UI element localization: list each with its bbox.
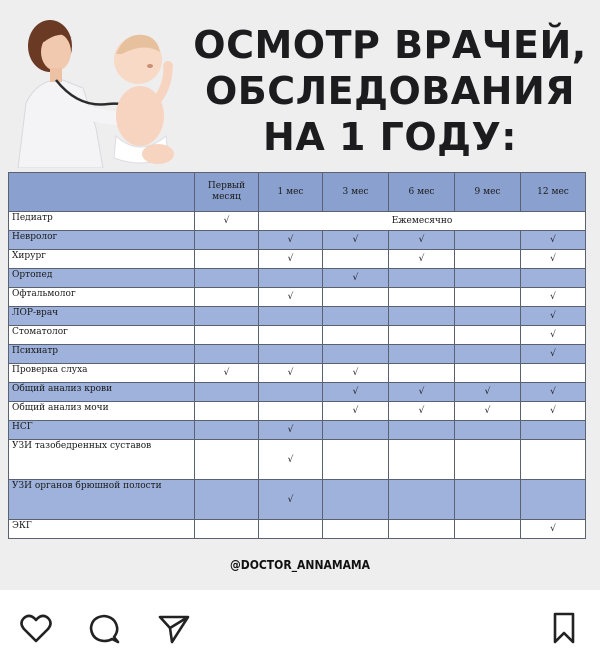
row-label: УЗИ органов брюшной полости [9,480,195,520]
check-cell [521,480,586,520]
monthly-note: Ежемесячно [259,212,586,231]
check-cell [455,480,521,520]
check-cell: √ [521,345,586,364]
check-cell [323,345,389,364]
check-cell [389,345,455,364]
column-header: 6 мес [389,173,455,212]
column-header: 9 мес [455,173,521,212]
table-row [9,326,586,345]
row-label: НСГ [9,421,195,440]
author-handle: @DOCTOR_ANNAMAMA [229,558,371,572]
column-header: 1 мес [259,173,323,212]
row-label: Педиатр [9,212,195,231]
check-cell: √ [389,383,455,402]
table-row [9,520,586,539]
check-cell [521,440,586,480]
check-cell: √ [323,383,389,402]
check-cell: √ [389,250,455,269]
row-label: ЛОР-врач [9,307,195,326]
checkup-schedule-table [8,172,586,539]
comment-icon[interactable] [88,613,120,645]
table-row [9,383,586,402]
table-row [9,364,586,383]
check-cell [389,480,455,520]
row-label: Проверка слуха [9,364,195,383]
check-cell [195,231,259,250]
row-label: Невролог [9,231,195,250]
headline-line-1: ОСМОТР ВРАЧЕЙ, [193,23,587,67]
column-header: Первый месяц [195,173,259,212]
check-cell [259,383,323,402]
check-cell: √ [259,288,323,307]
check-cell [455,520,521,539]
check-cell [455,269,521,288]
check-cell: √ [521,307,586,326]
check-cell: √ [323,231,389,250]
check-cell [389,307,455,326]
table-row [9,345,586,364]
check-cell: √ [521,520,586,539]
check-cell: √ [259,421,323,440]
check-cell: √ [521,402,586,421]
check-cell [455,288,521,307]
table-row [9,288,586,307]
check-cell [259,345,323,364]
row-label: Офтальмолог [9,288,195,307]
row-label: ЭКГ [9,520,195,539]
headline-line-3: НА 1 ГОДУ: [263,115,517,159]
check-cell [195,402,259,421]
check-cell [195,520,259,539]
check-cell: √ [323,402,389,421]
headline [190,22,590,160]
send-icon[interactable] [158,614,190,644]
check-cell [389,269,455,288]
check-cell: √ [195,212,259,231]
check-cell [259,307,323,326]
table-row [9,231,586,250]
check-cell: √ [259,231,323,250]
column-header: 12 мес [521,173,586,212]
check-cell [455,345,521,364]
table-row [9,402,586,421]
check-cell [323,421,389,440]
check-cell: √ [323,364,389,383]
check-cell [455,250,521,269]
check-cell [323,288,389,307]
check-cell [455,440,521,480]
check-cell [195,326,259,345]
check-cell: √ [259,480,323,520]
table-row [9,440,586,480]
check-cell [259,520,323,539]
check-cell [521,269,586,288]
check-cell [455,326,521,345]
check-cell [195,307,259,326]
check-cell [389,326,455,345]
check-cell: √ [521,288,586,307]
row-label: Хирург [9,250,195,269]
check-cell [521,421,586,440]
check-cell [195,480,259,520]
check-cell [195,383,259,402]
check-cell [323,440,389,480]
check-cell [323,326,389,345]
check-cell [389,288,455,307]
column-header [9,173,195,212]
check-cell [195,440,259,480]
row-label: УЗИ тазобедренных суставов [9,440,195,480]
table-row [9,480,586,520]
check-cell: √ [259,440,323,480]
table-row [9,269,586,288]
table-row [9,307,586,326]
check-cell: √ [323,269,389,288]
row-label: Стоматолог [9,326,195,345]
heart-icon[interactable] [20,614,52,644]
row-label: Общий анализ мочи [9,402,195,421]
headline-line-2: ОБСЛЕДОВАНИЯ [204,69,576,113]
check-cell: √ [455,383,521,402]
column-header: 3 мес [323,173,389,212]
check-cell: √ [259,250,323,269]
check-cell [323,480,389,520]
check-cell [455,231,521,250]
check-cell [389,440,455,480]
check-cell [389,364,455,383]
check-cell: √ [521,326,586,345]
doctor-baby-photo [8,8,198,168]
check-cell [259,326,323,345]
check-cell [521,364,586,383]
check-cell: √ [389,231,455,250]
row-label: Общий анализ крови [9,383,195,402]
table-row [9,421,586,440]
check-cell: √ [195,364,259,383]
check-cell: √ [259,364,323,383]
table-row [9,250,586,269]
check-cell [195,421,259,440]
check-cell: √ [455,402,521,421]
check-cell: √ [521,250,586,269]
check-cell [323,520,389,539]
check-cell [323,307,389,326]
check-cell [389,520,455,539]
table-header-row [9,173,586,212]
check-cell [455,364,521,383]
check-cell: √ [389,402,455,421]
check-cell [323,250,389,269]
check-cell: √ [521,231,586,250]
check-cell [455,421,521,440]
row-label: Ортопед [9,269,195,288]
table-row [9,212,586,231]
row-label: Психиатр [9,345,195,364]
check-cell [259,402,323,421]
check-cell [195,250,259,269]
check-cell: √ [521,383,586,402]
check-cell [195,288,259,307]
check-cell [455,307,521,326]
check-cell [195,269,259,288]
bookmark-icon[interactable] [553,612,575,644]
check-cell [259,269,323,288]
check-cell [389,421,455,440]
check-cell [195,345,259,364]
